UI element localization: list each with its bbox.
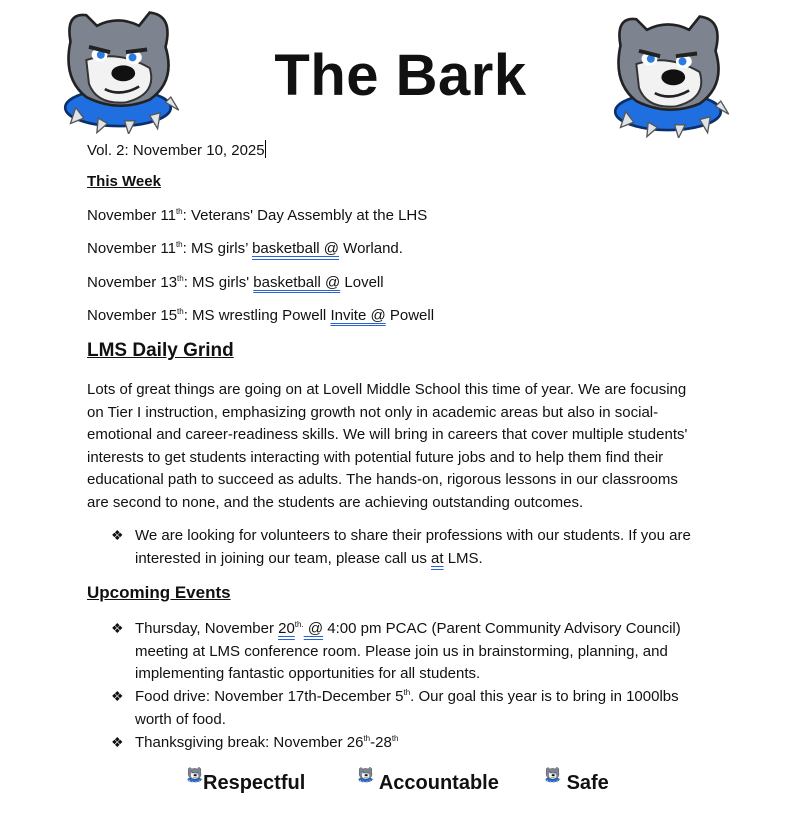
- text-segment: November 13: [87, 273, 178, 291]
- event-line: [135, 710, 226, 730]
- this-week-heading: This Week: [87, 173, 161, 190]
- bulldog-icon: [357, 766, 374, 783]
- this-week-item: [87, 306, 434, 326]
- upcoming-events-heading: Upcoming Events: [87, 583, 231, 602]
- text-segment: worth of food.: [135, 710, 226, 728]
- bulldog-icon: [186, 766, 203, 783]
- text-segment: We are looking for volunteers to share their professions with our students. If you are: [135, 527, 691, 544]
- paragraph-line: interests to get students interacting with potential future jobs and to help them find their: [87, 448, 664, 466]
- superscript: th.: [294, 620, 304, 629]
- footer-value-safe: [544, 766, 609, 795]
- bullet-line: [135, 526, 691, 546]
- text-segment: Powell: [385, 306, 435, 324]
- event-line: [135, 733, 398, 753]
- footer-value-text: Accountable: [378, 772, 499, 794]
- daily-grind-heading: LMS Daily Grind: [87, 340, 234, 361]
- event-line: [135, 687, 679, 707]
- text-segment: : MS wrestling Powell: [183, 306, 331, 324]
- superscript: th: [363, 733, 371, 743]
- text-segment: -28: [370, 733, 392, 751]
- paragraph-line: are second to none, and the students are achieving outstanding outcomes.: [87, 494, 584, 511]
- text-segment: November 11: [87, 207, 176, 224]
- footer-value-accountable: [357, 766, 499, 795]
- footer-value-text: Respectful: [203, 772, 306, 794]
- text-segment: Thursday, November: [135, 620, 279, 637]
- superscript: th: [177, 306, 184, 316]
- paragraph-line: on Tier I instruction, emphasizing growth not only in academic areas but also in social-: [87, 403, 659, 421]
- text-cursor: [265, 140, 266, 158]
- footer-value-respectful: [186, 766, 305, 795]
- event-line: [135, 664, 480, 684]
- event-line: [135, 619, 681, 639]
- text-segment: : MS girls': [183, 273, 254, 291]
- spellcheck-underlined-text[interactable]: at: [431, 550, 444, 567]
- spellcheck-underlined-text[interactable]: @: [303, 620, 324, 637]
- volume-line[interactable]: [87, 140, 266, 161]
- superscript: th: [175, 240, 183, 250]
- text-segment: : Veterans' Day Assembly at the LHS: [182, 207, 428, 224]
- paragraph-line: Lots of great things are going on at Lovell Middle School this time of year. We are focusing: [87, 381, 687, 398]
- text-segment: interested in joining our team, please call us: [135, 550, 432, 567]
- diamond-bullet-icon: ❖: [111, 620, 124, 636]
- text-segment: Thanksgiving break: November 26: [135, 733, 364, 751]
- diamond-bullet-icon: ❖: [111, 688, 124, 705]
- text-segment: November 15: [87, 306, 178, 324]
- paragraph-line: emotional and career-readiness skills. We will bring in careers that cover multiple students': [87, 426, 688, 444]
- bullet-line: [135, 549, 483, 569]
- bulldog-icon: [544, 766, 561, 783]
- volume-date: Vol. 2: November 10, 2025: [87, 142, 265, 159]
- text-segment: . Our goal this year is to bring in 1000lbs: [410, 688, 679, 706]
- this-week-item: [87, 206, 427, 226]
- spellcheck-underlined-text[interactable]: basketball @: [252, 240, 340, 258]
- event-line: [135, 642, 668, 662]
- this-week-item: [87, 273, 384, 293]
- paragraph-line: educational path to succeed as adults. The hands-on, rigorous lessons in our classrooms: [87, 471, 678, 489]
- spellcheck-underlined-text[interactable]: 20: [278, 620, 295, 637]
- footer-value-text: Safe: [566, 772, 609, 794]
- spellcheck-underlined-text[interactable]: basketball @: [253, 273, 341, 291]
- diamond-bullet-icon: ❖: [111, 527, 124, 543]
- spellcheck-underlined-text[interactable]: Invite @: [330, 306, 386, 324]
- text-segment: November 11: [87, 240, 176, 258]
- text-segment: : MS girls’: [182, 240, 253, 258]
- superscript: th: [403, 688, 411, 698]
- superscript: th: [175, 207, 183, 216]
- text-segment: Worland.: [339, 240, 403, 258]
- superscript: th: [177, 273, 184, 283]
- text-segment: implementing fantastic opportunities for all students.: [135, 665, 481, 683]
- diamond-bullet-icon: ❖: [111, 733, 124, 750]
- text-segment: LMS.: [443, 550, 483, 567]
- newsletter-title: The Bark: [274, 43, 527, 108]
- text-segment: Food drive: November 17th-December 5: [135, 688, 404, 706]
- this-week-item: [87, 239, 403, 259]
- text-segment: 4:00 pm PCAC (Parent Community Advisory Council): [323, 620, 681, 637]
- text-segment: Lovell: [340, 273, 384, 291]
- text-segment: meeting at LMS conference room. Please join us in brainstorming, planning, and: [135, 642, 668, 660]
- superscript: th: [391, 733, 399, 743]
